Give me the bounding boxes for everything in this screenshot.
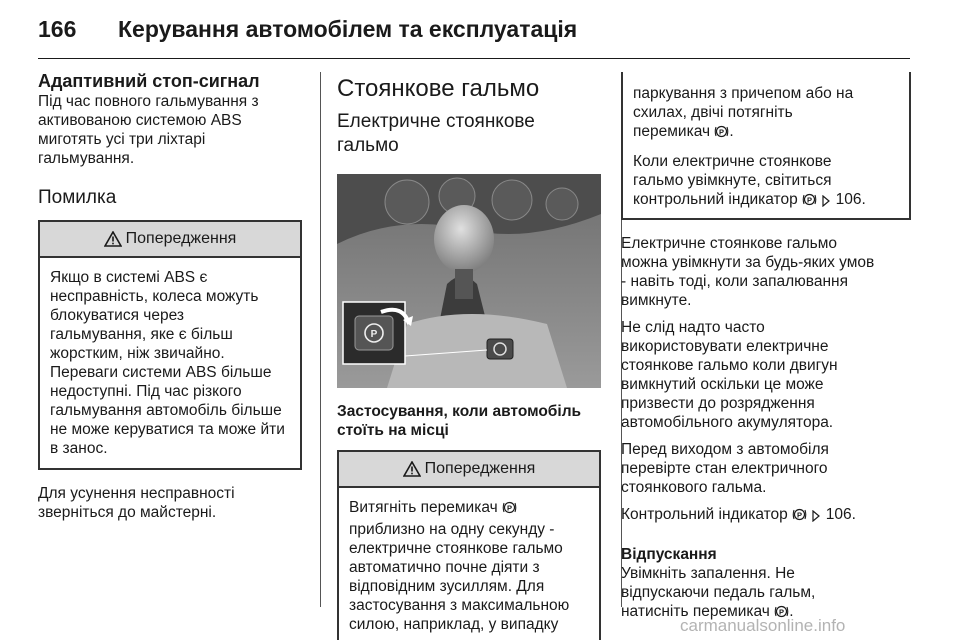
watermark: carmanualsonline.info [680,616,846,635]
warning-text: Якщо в системі ABS є несправність, колеса можуть блокуватися через гальмування, яке є більш жорстким, ніж звичайно. Переваги системи ABS більше недоступні. Під час різкого гальмування автомобіль більше не може керуватися та може йти в занос. [50,269,285,457]
column-3 [621,72,911,624]
svg-text:P: P [506,503,512,513]
warning-box-continued [337,450,601,640]
page-header [38,14,910,54]
paragraph-2: Не слід надто часто використовувати електричне стоянкове гальмо коли двигун вимкнутий оскільки це може призвести до розрядження автомобільного акумулятора. [621,319,838,431]
svg-text:P: P [797,510,803,520]
box-text-2: Коли електричне стоянкове гальмо увімкнуте, світиться контрольний індикатор P 106. [633,152,899,212]
warning-triangle-icon [403,461,421,477]
warning-header [40,222,300,258]
parking-brake-symbol-icon [714,124,729,144]
warning-title: Попередження [125,230,237,247]
error-heading: Помилка [38,187,117,208]
chapter-title: Стоянкове гальмо [337,75,540,102]
section-text: Під час повного гальмування з активованою системою ABS миготять усі три ліхтарі гальмування. [38,93,259,167]
sub-title: Електричне стоянкове гальмо [337,111,535,156]
svg-text:P: P [719,127,725,137]
box-text-1: паркування з причепом або на схилах, двічі потягніть перемикач P . [633,84,899,144]
paragraph-4: Контрольний індикатор P 106. [621,505,911,527]
parking-brake-illustration [337,174,601,388]
section-title-adaptive-brake-light: Адаптивний стоп-сигнал [38,71,260,91]
column-divider [320,72,321,607]
warning-header [339,452,599,488]
release-heading: Відпускання [621,546,717,563]
column-2 [337,74,601,640]
warning-box [38,220,302,470]
parking-brake-symbol-icon [792,507,807,527]
warning-box-continuation [621,72,911,220]
warning-title: Попередження [424,460,536,477]
running-title: Керування автомобілем та експлуатація [118,16,578,42]
page-reference[interactable]: 106. [835,191,866,208]
warning-text-rest: приблизно на одну секунду - електричне стоянкове гальмо автоматично почне діяти з відповідним зусиллям. Для застосування з максимальною силою, наприклад, у випадку [349,521,570,633]
warning-triangle-icon [104,231,122,247]
column-1 [38,70,302,522]
paragraph-3: Перед виходом з автомобіля перевірте стан електричного стоянкового гальма. [621,441,829,496]
svg-text:P: P [370,329,378,340]
usage-heading: Застосування, коли автомобіль стоїть на місці [337,403,582,439]
release-text: Увімкніть запалення. Не відпускаючи педаль гальм, натисніть перемикач P . [621,564,911,624]
after-warning-text: Для усунення несправності зверніться до майстерні. [38,485,235,521]
parking-brake-symbol-icon [502,500,517,520]
paragraph-1: Електричне стоянкове гальмо можна увімкнути за будь-яких умов - навіть тоді, коли запалювання вимкнуте. [621,235,875,309]
header-rule [38,58,910,59]
page-reference[interactable]: 106. [825,506,856,523]
page-number: 166 [38,16,77,42]
page-reference-icon [821,193,831,212]
svg-text:P: P [779,607,785,617]
warning-text [339,488,599,640]
warning-text-start: Витягніть перемикач [349,499,502,516]
parking-brake-symbol-icon [802,192,817,212]
svg-text:P: P [807,195,813,205]
page-reference-icon [811,508,821,527]
